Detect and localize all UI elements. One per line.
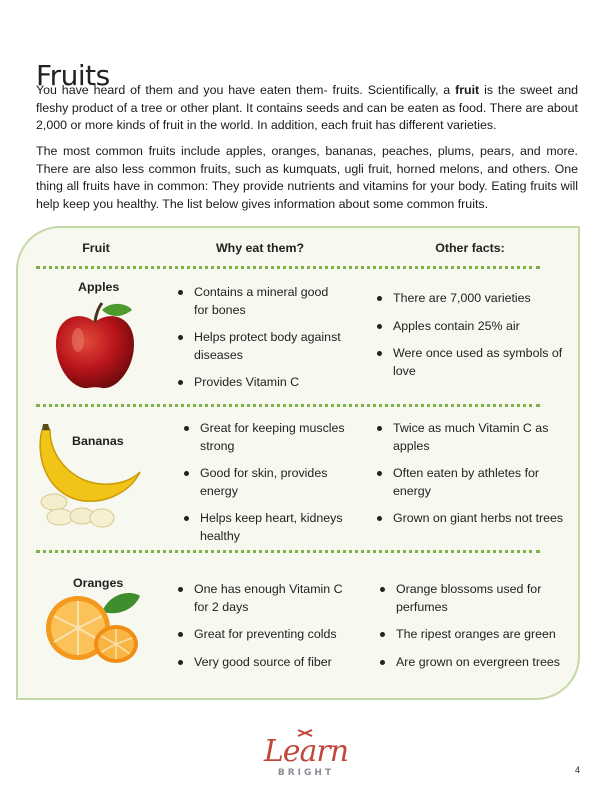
list-item: Orange blossoms used for perfumes — [378, 581, 568, 616]
apples-why-list — [176, 284, 346, 402]
fruit-name-bananas: Bananas — [72, 434, 124, 448]
list-item: Apples contain 25% air — [375, 318, 565, 336]
logo-word: Learn — [263, 734, 349, 769]
apple-image — [50, 300, 140, 392]
oranges-facts-list — [378, 581, 568, 681]
header-fruit: Fruit — [82, 241, 110, 255]
list-item: Are grown on evergreen trees — [378, 654, 568, 672]
divider-apples — [36, 404, 540, 407]
learn-bright-logo — [250, 728, 360, 784]
list-item: Often eaten by athletes for energy — [375, 465, 565, 500]
list-item: Helps keep heart, kidneys healthy — [182, 510, 352, 545]
list-item: Helps protect body against diseases — [176, 329, 346, 364]
list-item: Great for keeping muscles strong — [182, 420, 352, 455]
fruit-name-apples: Apples — [78, 280, 120, 294]
list-item: Twice as much Vitamin C as apples — [375, 420, 565, 455]
page-number: 4 — [575, 765, 581, 775]
logo-subtitle: BRIGHT — [277, 768, 335, 778]
list-item: One has enough Vitamin C for 2 days — [176, 581, 351, 616]
page-title: Fruits — [36, 58, 110, 92]
fruit-name-oranges: Oranges — [73, 576, 124, 590]
intro-p1-end: is the sweet and fleshy product of a tree or other plant. It contains seeds and can be eaten as food. There are about 2,000 or more kinds of fruit in the world. In addition, each fruit has different varieties. — [36, 83, 578, 133]
header-why: Why eat them? — [215, 241, 305, 255]
list-item: Very good source of fiber — [176, 654, 351, 672]
list-item: Great for preventing colds — [176, 626, 351, 644]
intro-p1-start: You have heard of them and you have eaten them- fruits. Scientifically, a — [36, 83, 456, 97]
oranges-why-list — [176, 581, 351, 681]
list-item: Provides Vitamin C — [176, 374, 346, 392]
bananas-why-list — [182, 420, 352, 556]
list-item: Good for skin, provides energy — [182, 465, 352, 500]
list-item: Grown on giant herbs not trees — [375, 510, 565, 528]
bananas-facts-list — [375, 420, 565, 538]
list-item: Contains a mineral good for bones — [176, 284, 346, 319]
list-item: Were once used as symbols of love — [375, 345, 565, 380]
apples-facts-list — [375, 290, 565, 390]
header-facts: Other facts: — [435, 241, 505, 255]
divider-header — [36, 266, 540, 269]
fruit-keyword: fruit — [455, 83, 480, 97]
list-item: There are 7,000 varieties — [375, 290, 565, 308]
list-item: The ripest oranges are green — [378, 626, 568, 644]
intro-paragraph-2: The most common fruits include apples, oranges, bananas, peaches, plums, pears, and more. There are also less common fruits, such as kumquats, ugli fruit, horned melons, and others. One thing all fruits have in common: They provide nutrients and vitamins for your body. Eating fruits will help keep you healthy. The list below gives information about some common fruits. — [36, 144, 578, 211]
intro-paragraph-1 — [36, 82, 578, 135]
banana-image — [32, 424, 147, 534]
orange-image — [40, 588, 144, 668]
